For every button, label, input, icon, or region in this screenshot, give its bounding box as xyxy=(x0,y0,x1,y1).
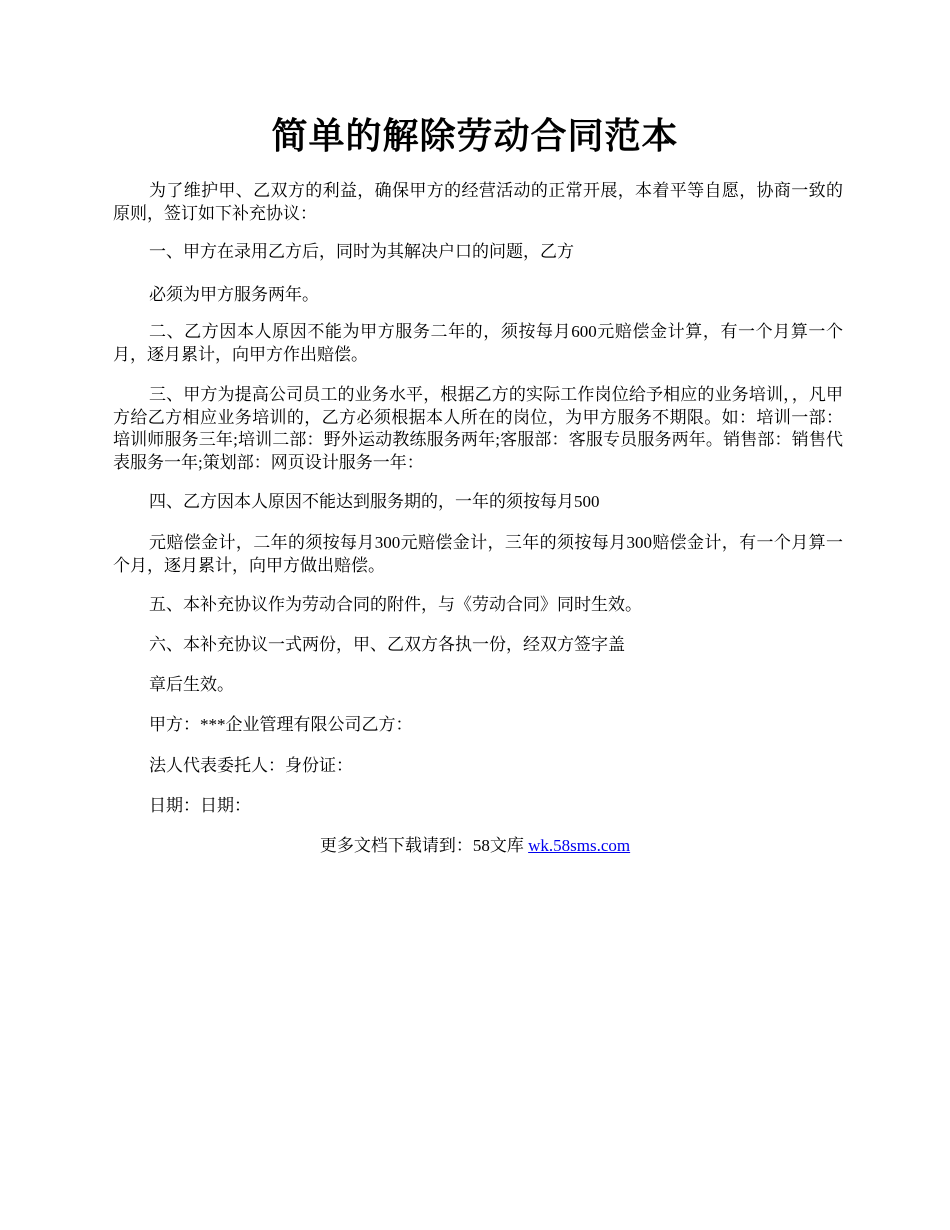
paragraph-clause-3: 三、甲方为提高公司员工的业务水平，根据乙方的实际工作岗位给予相应的业务培训，，凡甲方给乙方相应业务培训的，乙方必须根据本人所在的岗位，为甲方服务不期限。如：培训一部：培训师服务三年;培训二部：野外运动教练服务两年;客服部：客服专员服务两年。销售部：销售代表服务一年;策划部：网页设计服务一年： xyxy=(113,385,843,472)
paragraph-intro: 为了维护甲、乙双方的利益，确保甲方的经营活动的正常开展，本着平等自愿，协商一致的原则，签订如下补充协议： xyxy=(113,181,843,223)
signature-date-line: 日期：日期： xyxy=(149,796,251,815)
paragraph-clause-4-cont: 元赔偿金计，二年的须按每月300元赔偿金计，三年的须按每月300赔偿金计，有一个月算一个月，逐月累计，向甲方做出赔偿。 xyxy=(113,533,843,575)
footer-link[interactable]: wk.58sms.com xyxy=(528,836,631,855)
signature-representative-line: 法人代表委托人：身份证： xyxy=(149,756,353,775)
document-title: 简单的解除劳动合同范本 xyxy=(271,116,679,156)
paragraph-clause-5: 五、本补充协议作为劳动合同的附件，与《劳动合同》同时生效。 xyxy=(149,595,642,614)
paragraph-clause-1-cont: 必须为甲方服务两年。 xyxy=(149,285,319,304)
footer-text: 更多文档下载请到：58文库 xyxy=(319,836,529,855)
download-footer xyxy=(113,834,837,858)
paragraph-clause-2: 二、乙方因本人原因不能为甲方服务二年的，须按每月600元赔偿金计算，有一个月算一个月，逐月累计，向甲方作出赔偿。 xyxy=(113,322,843,364)
paragraph-clause-4: 四、乙方因本人原因不能达到服务期的，一年的须按每月500 xyxy=(149,492,600,511)
paragraph-clause-6: 六、本补充协议一式两份，甲、乙双方各执一份，经双方签字盖 xyxy=(149,635,625,654)
paragraph-clause-1: 一、甲方在录用乙方后，同时为其解决户口的问题，乙方 xyxy=(149,242,574,261)
paragraph-clause-6-cont: 章后生效。 xyxy=(149,675,234,694)
signature-party-line: 甲方：***企业管理有限公司乙方： xyxy=(149,715,413,734)
